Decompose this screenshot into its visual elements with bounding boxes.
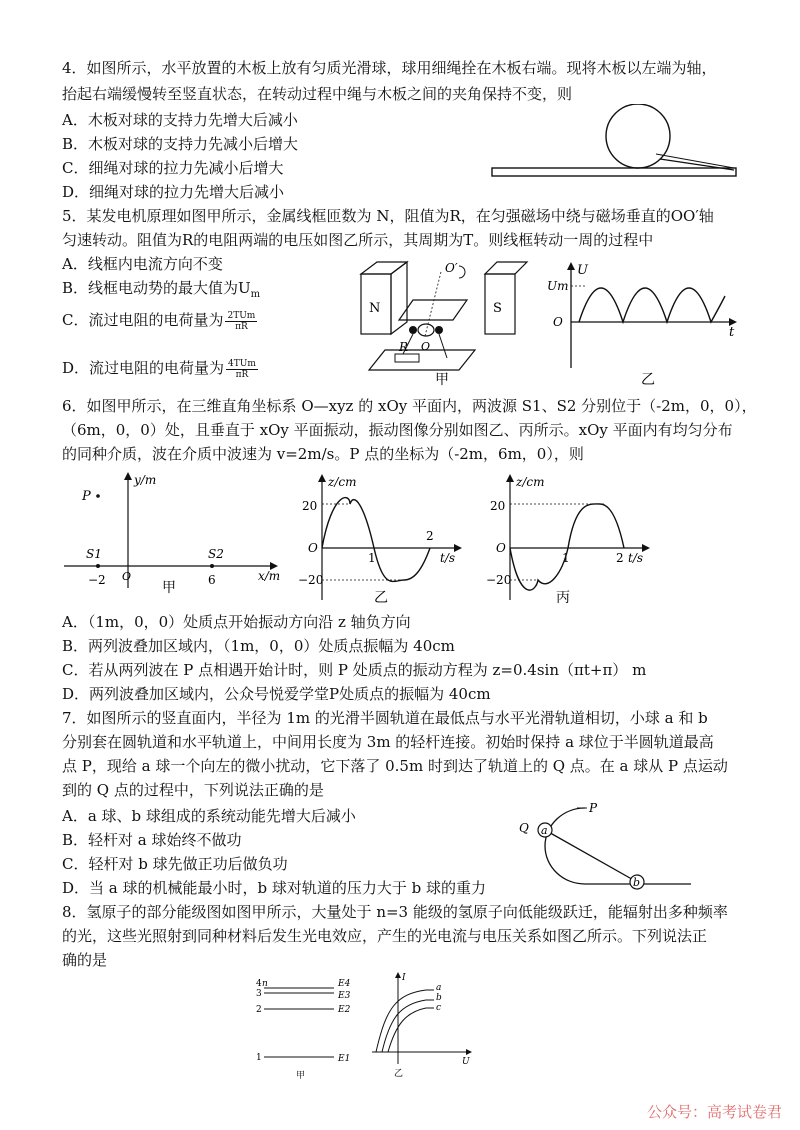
q6-fig-yi-caption: 乙 [374, 590, 388, 606]
q6-tick-6: 6 [208, 573, 216, 587]
q8-n4-label: 4 [256, 979, 262, 989]
q5-fig-jia-caption: 甲 [435, 372, 449, 386]
q6-bing-bot-label: −20 [486, 573, 512, 587]
q5-stem-line1: 5．某发电机原理如图甲所示，金属线框匝数为 N，阻值为R，在匀强磁场中绕与磁场垂直的OO′轴 [62, 207, 714, 225]
q6-bing-top-label: 20 [490, 499, 506, 513]
q8-stem-line3: 确的是 [62, 951, 108, 969]
q8-n3-label: 3 [256, 989, 262, 999]
q6-bing-x-label: t/s [628, 551, 644, 565]
q5-rectified-wave [579, 288, 725, 322]
q6-fig-bing-caption: 丙 [556, 590, 570, 606]
q5-r-label: R [399, 340, 409, 354]
q4-option-a: A．木板对球的支持力先增大后减小 [62, 111, 298, 129]
q6-bing-sine-wave [510, 504, 624, 590]
q6-y-axis-label: y/m [134, 473, 157, 487]
q8-n-label: n [262, 979, 268, 989]
q6-option-a: A．（1m，0，0）处质点开始振动方向沿 z 轴负方向 [62, 613, 411, 631]
q6-yi-sine-wave [322, 498, 430, 582]
q6-yi-top-label: 20 [302, 499, 318, 513]
q8-a-label: a [436, 983, 442, 993]
q6-coordinate-figure [58, 468, 288, 600]
q4-ball-board-figure [490, 104, 752, 184]
q7-p-label: P [589, 801, 598, 815]
q8-n2-label: 2 [256, 1005, 262, 1015]
q8-i-label: I [402, 973, 406, 983]
q7-a-label: a [541, 824, 548, 837]
q6-wave-graph-bing [486, 470, 661, 610]
q6-stem-line1: 6．如图甲所示，在三维直角坐标系 O—xyz 的 xOy 平面内，两波源 S1、S2 分别位于（-2m，0，0）， [62, 397, 757, 415]
q5-voltage-graph [545, 260, 745, 388]
q5-s-label: S [493, 301, 502, 316]
q8-e4-label: E4 [338, 979, 351, 989]
q6-tick-origin: O [122, 570, 132, 583]
q4-option-b: B．木板对球的支持力先减小后增大 [62, 135, 299, 153]
q5-option-c: C．流过电阻的电荷量为 $\frac{\text{2TUm}}{\pi R}$ [62, 310, 256, 332]
q8-fig-yi-caption: 乙 [394, 1069, 404, 1079]
q8-c-label: c [436, 1003, 442, 1013]
q6-bing-t2-label: 2 [616, 551, 624, 565]
q5-option-a: A．线框内电流方向不变 [62, 255, 223, 273]
q8-b-label: b [436, 993, 442, 1003]
q7-stem-line1: 7．如图所示的竖直面内，半径为 1m 的光滑半圆轨道在最低点与水平光滑轨道相切，小球 a 和 b [62, 709, 708, 727]
q6-option-d: D．两列波叠加区域内，公众号悦爱学堂P处质点的振幅为 40cm [62, 685, 491, 703]
q7-stem-line4: 到的 Q 点的过程中，下列说法正确的是 [62, 781, 324, 799]
q7-option-c: C．轻杆对 b 球先做正功后做负功 [62, 855, 288, 873]
q4-option-c: C．细绳对球的拉力先减小后增大 [62, 159, 284, 177]
q6-fig-jia-caption: 甲 [162, 580, 176, 596]
q5-fig-yi-caption: 乙 [641, 372, 655, 388]
q7-track-figure [515, 800, 700, 895]
q7-semicircle-track [545, 808, 585, 884]
q7-option-d: D．当 a 球的机械能最小时，b 球对轨道的压力大于 b 球的重力 [62, 879, 487, 897]
q5-o-top-label: O′ [445, 261, 458, 275]
q5-o-bot-label: O [421, 340, 431, 353]
q8-energy-level-diagram [250, 972, 370, 1082]
q5-stem-line2: 匀速转动。阻值为R的电阻两端的电压如图乙所示，其周期为T。则线框转动一周的过程中 [62, 231, 654, 249]
q8-n1-label: 1 [256, 1053, 262, 1063]
q5-t-label: t [729, 325, 735, 340]
q6-wave-graph-yi [298, 470, 473, 610]
q5-option-d: D．流过电阻的电荷量为 $\frac{\text{4TUm}}{\pi R}$ [62, 358, 256, 380]
q5-option-b: B．线框电动势的最大值为$U_m$ [62, 279, 261, 300]
q6-p-point [96, 494, 100, 498]
q6-yi-y-label: z/cm [328, 475, 357, 489]
q4-option-d: D．细绳对球的拉力先增大后减小 [62, 183, 285, 201]
q6-s2-label: S2 [208, 547, 224, 561]
q5-generator-figure [355, 258, 530, 386]
q6-yi-x-label: t/s [440, 551, 456, 565]
q5-u-label: U [577, 263, 588, 278]
q6-bing-origin-label: O [496, 541, 506, 555]
q5-origin-label: O [553, 315, 563, 329]
q6-stem-line3: 的同种介质，波在介质中波速为 v=2m/s。P 点的坐标为（-2m，6m，0），则 [62, 445, 584, 463]
q8-e2-label: E2 [338, 1005, 351, 1015]
q6-yi-t1-label: 1 [368, 551, 376, 565]
q5-um-label: Um [547, 279, 569, 293]
q6-yi-origin-label: O [308, 541, 318, 555]
q4-stem-line1: 4．如图所示，水平放置的木板上放有匀质光滑球，球用细绳拴在木板右端。现将木板以左端为轴， [62, 59, 717, 77]
q6-tick-neg2: −2 [88, 573, 106, 587]
q6-bing-y-label: z/cm [516, 475, 545, 489]
q8-curve-c [388, 1008, 434, 1052]
q6-p-label: P [82, 489, 91, 504]
q6-yi-t2-label: 2 [426, 529, 434, 543]
watermark: 公众号：高考试卷君 [646, 1103, 782, 1121]
q4-ball [606, 104, 670, 168]
q8-photocurrent-graph [362, 968, 482, 1082]
q7-option-a: A．a 球、b 球组成的系统动能先增大后减小 [62, 807, 356, 825]
q5-n-label: N [369, 301, 381, 316]
q6-yi-bot-label: −20 [298, 573, 324, 587]
q7-stem-line2: 分别套在圆轨道和水平轨道上，中间用长度为 3m 的轻杆连接。初始时保持 a 球位于半圆轨道最高 [62, 733, 714, 751]
q7-q-label: Q [519, 821, 529, 835]
q8-e1-label: E1 [338, 1054, 351, 1064]
q4-board [492, 168, 736, 176]
q7-option-b: B．轻杆对 a 球始终不做功 [62, 831, 242, 849]
q7-b-label: b [633, 876, 641, 889]
q6-option-c: C．若从两列波在 P 点相遇开始计时，则 P 处质点的振动方程为 z=0.4sin（πt+π） m [62, 661, 647, 679]
q4-stem-line2: 抬起右端缓慢转至竖直状态，在转动过程中绳与木板之间的夹角保持不变，则 [62, 85, 573, 103]
q8-stem-line1: 8．氢原子的部分能级图如图甲所示，大量处于 n=3 能级的氢原子向低能级跃迁，能辐射出多种频率 [62, 903, 728, 921]
q6-option-b: B．两列波叠加区域内，（1m，0，0）处质点振幅为 40cm [62, 637, 455, 655]
q6-s1-label: S1 [86, 547, 102, 561]
q8-fig-jia-caption: 甲 [296, 1071, 306, 1081]
q6-x-axis-label: x/m [258, 569, 281, 583]
q6-stem-line2: （6m，0，0）处，且垂直于 xOy 平面振动，振动图像分别如图乙、丙所示。xOy 平面内有均匀分布 [62, 421, 733, 439]
q8-u-label: U [462, 1057, 470, 1067]
q8-e3-label: E3 [338, 991, 351, 1001]
q8-stem-line2: 的光，这些光照射到同种材料后发生光电效应，产生的光电流与电压关系如图乙所示。下列说法正 [62, 927, 708, 945]
q6-bing-t1-label: 1 [562, 551, 570, 565]
q7-stem-line3: 点 P，现给 a 球一个向左的微小扰动，它下落了 0.5m 时到达了轨道上的 Q 点。在 a 球从 P 点运动 [62, 757, 728, 775]
